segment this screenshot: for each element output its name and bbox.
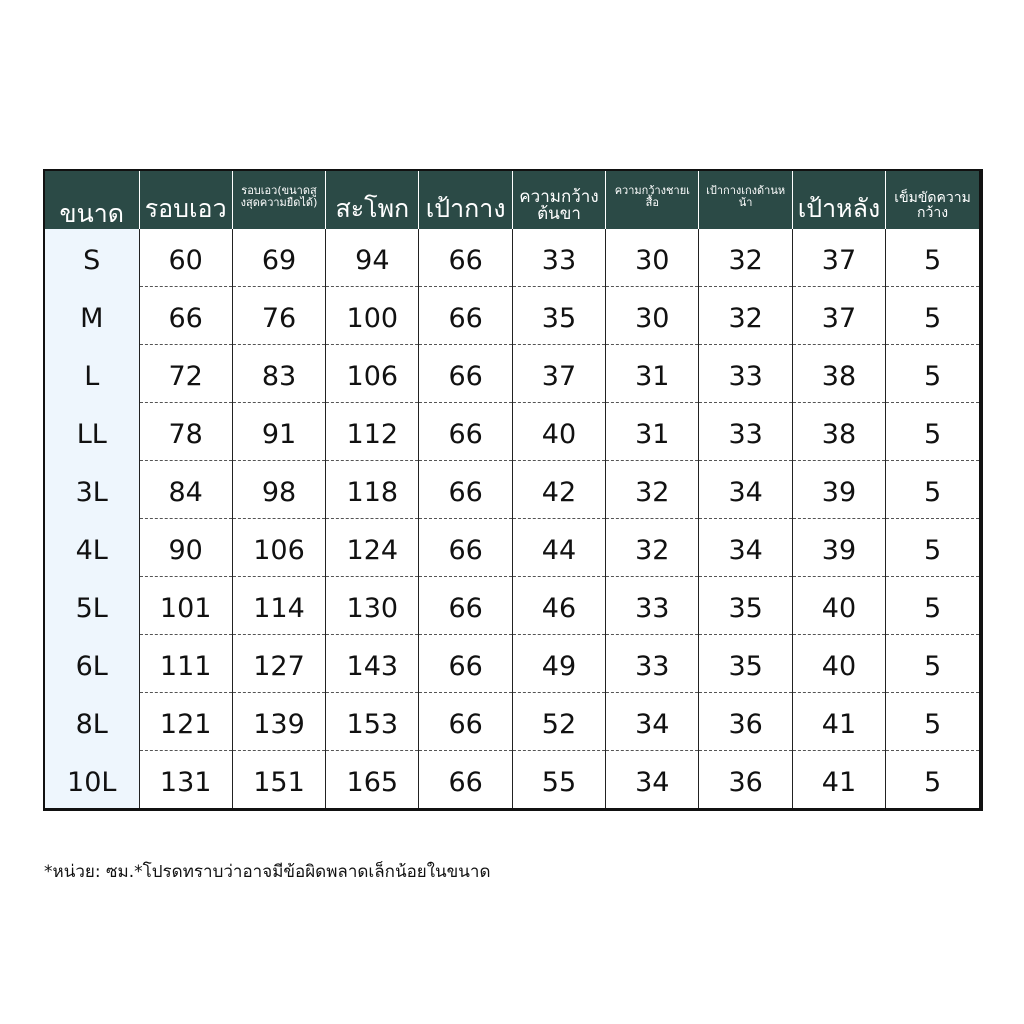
cell-hem-width: 34 — [606, 750, 699, 808]
cell-waist: 90 — [139, 518, 232, 576]
cell-thigh-width: 55 — [512, 750, 605, 808]
table-row — [45, 750, 979, 808]
cell-hem-width: 32 — [606, 518, 699, 576]
cell-front-rise: 36 — [699, 692, 792, 750]
cell-size: 6L — [45, 634, 139, 692]
cell-pants-rise: 66 — [419, 287, 512, 345]
cell-front-rise: 34 — [699, 518, 792, 576]
cell-hem-width: 30 — [606, 229, 699, 287]
cell-hem-width: 33 — [606, 576, 699, 634]
cell-waist: 78 — [139, 403, 232, 461]
header-pants-rise: เป้ากางเกง — [419, 171, 512, 229]
cell-belt-width: 5 — [923, 766, 942, 798]
table-row — [45, 229, 979, 287]
cell-waist-max-stretch: 76 — [232, 287, 325, 345]
cell-belt-width: 5 — [886, 461, 979, 519]
cell-size: 8L — [45, 692, 139, 750]
cell-size: 5L — [45, 576, 139, 634]
cell-pants-rise: 66 — [419, 576, 512, 634]
table-row — [45, 287, 979, 345]
header-belt-width: เข็มขัดความกว้าง — [886, 171, 979, 229]
cell-size: 3L — [45, 461, 139, 519]
cell-thigh-width: 35 — [512, 287, 605, 345]
cell-waist-max-stretch: 98 — [232, 461, 325, 519]
size-note: *หน่วย: ซม.*โปรดทราบว่าอาจมีข้อผิดพลาดเล็กน้อยในขนาด — [44, 862, 491, 882]
cell-thigh-width: 52 — [512, 692, 605, 750]
cell-size: LL — [45, 403, 139, 461]
cell-waist: 60 — [139, 229, 232, 287]
cell-waist: 131 — [139, 750, 232, 808]
cell-hip: 130 — [326, 576, 419, 634]
cell-front-rise: 36 — [699, 750, 792, 808]
cell-hip: 94 — [326, 229, 419, 287]
cell-hip: 165 — [326, 750, 419, 808]
cell-pants-rise: 66 — [419, 692, 512, 750]
cell-waist-max-stretch: 69 — [232, 229, 325, 287]
cell-belt-width: 5 — [886, 229, 979, 287]
header-waist: รอบเอว — [139, 171, 232, 229]
cell-belt-width: 5 — [886, 692, 979, 750]
cell-hem-width: 31 — [606, 345, 699, 403]
cell-back-rise: 40 — [792, 634, 885, 692]
cell-belt-width: 5 — [886, 576, 979, 634]
cell-pants-rise: 66 — [419, 229, 512, 287]
cell-belt-width: 5 — [886, 287, 979, 345]
cell-belt-width: 5 — [886, 403, 979, 461]
cell-back-rise: 37 — [792, 229, 885, 287]
cell-waist-max-stretch: 91 — [232, 403, 325, 461]
cell-belt-width: 5 — [886, 634, 979, 692]
cell-pants-rise: 66 — [419, 518, 512, 576]
table-row — [45, 403, 979, 461]
cell-thigh-width: 40 — [512, 403, 605, 461]
header-waist-max-stretch: รอบเอว(ขนาดสูงสุดความยืดได้) — [232, 171, 325, 229]
header-hem-width: ความกว้างชายเสื้อ — [606, 171, 699, 229]
table-row — [45, 518, 979, 576]
cell-hip: 112 — [326, 403, 419, 461]
size-chart-table — [45, 171, 979, 808]
cell-front-rise: 34 — [699, 461, 792, 519]
cell-back-rise: 41 — [792, 692, 885, 750]
cell-waist-max-stretch: 127 — [232, 634, 325, 692]
cell-waist-max-stretch: 139 — [232, 692, 325, 750]
cell-pants-rise: 66 — [419, 461, 512, 519]
cell-belt-width: 5 — [886, 518, 979, 576]
cell-hip: 143 — [326, 634, 419, 692]
cell-hem-width: 31 — [606, 403, 699, 461]
table-row — [45, 692, 979, 750]
cell-front-rise: 33 — [699, 403, 792, 461]
cell-front-rise: 32 — [699, 229, 792, 287]
cell-hem-width: 34 — [606, 692, 699, 750]
table-body — [45, 229, 979, 808]
table-row — [45, 461, 979, 519]
cell-waist: 66 — [139, 287, 232, 345]
cell-thigh-width: 46 — [512, 576, 605, 634]
header-thigh-width: ความกว้างต้นขา — [512, 171, 605, 229]
cell-thigh-width: 44 — [512, 518, 605, 576]
cell-back-rise: 39 — [792, 461, 885, 519]
cell-pants-rise: 66 — [419, 750, 512, 808]
cell-waist: 84 — [139, 461, 232, 519]
size-chart-table-frame — [43, 169, 983, 811]
header-size: ขนาด — [45, 171, 139, 229]
cell-hem-width: 33 — [606, 634, 699, 692]
cell-pants-rise: 66 — [419, 634, 512, 692]
cell-waist-max-stretch: 151 — [232, 750, 325, 808]
cell-thigh-width: 37 — [512, 345, 605, 403]
cell-hip: 118 — [326, 461, 419, 519]
cell-pants-rise: 66 — [419, 403, 512, 461]
header-row — [45, 171, 979, 229]
cell-back-rise: 39 — [792, 518, 885, 576]
cell-waist-max-stretch: 114 — [232, 576, 325, 634]
cell-hem-width: 32 — [606, 461, 699, 519]
header-front-rise: เป้ากางเกงด้านหน้า — [699, 171, 792, 229]
cell-back-rise: 37 — [792, 287, 885, 345]
cell-thigh-width: 42 — [512, 461, 605, 519]
cell-front-rise: 35 — [699, 634, 792, 692]
cell-hip: 100 — [326, 287, 419, 345]
cell-back-rise: 38 — [792, 403, 885, 461]
cell-waist: 72 — [139, 345, 232, 403]
cell-waist-max-stretch: 106 — [232, 518, 325, 576]
cell-size: S — [45, 229, 139, 287]
cell-size: L — [45, 345, 139, 403]
cell-waist: 121 — [139, 692, 232, 750]
cell-front-rise: 35 — [699, 576, 792, 634]
cell-belt-width: 5 — [886, 345, 979, 403]
cell-size: M — [45, 287, 139, 345]
header-hip: สะโพก — [326, 171, 419, 229]
cell-thigh-width: 49 — [512, 634, 605, 692]
cell-thigh-width: 33 — [512, 229, 605, 287]
cell-pants-rise: 66 — [419, 345, 512, 403]
cell-size: 4L — [45, 518, 139, 576]
cell-front-rise: 33 — [699, 345, 792, 403]
table-row — [45, 634, 979, 692]
cell-hip: 124 — [326, 518, 419, 576]
table-row — [45, 576, 979, 634]
cell-front-rise: 32 — [699, 287, 792, 345]
cell-back-rise: 38 — [792, 345, 885, 403]
table-row — [45, 345, 979, 403]
cell-hem-width: 30 — [606, 287, 699, 345]
cell-back-rise: 41 — [792, 750, 885, 808]
cell-hip: 106 — [326, 345, 419, 403]
header-back-rise: เป้าหลัง — [792, 171, 885, 229]
table-header — [45, 171, 979, 251]
cell-waist: 111 — [139, 634, 232, 692]
cell-waist: 101 — [139, 576, 232, 634]
cell-size: 10L — [45, 750, 139, 808]
cell-hip: 153 — [326, 692, 419, 750]
cell-back-rise: 40 — [792, 576, 885, 634]
cell-waist-max-stretch: 83 — [232, 345, 325, 403]
